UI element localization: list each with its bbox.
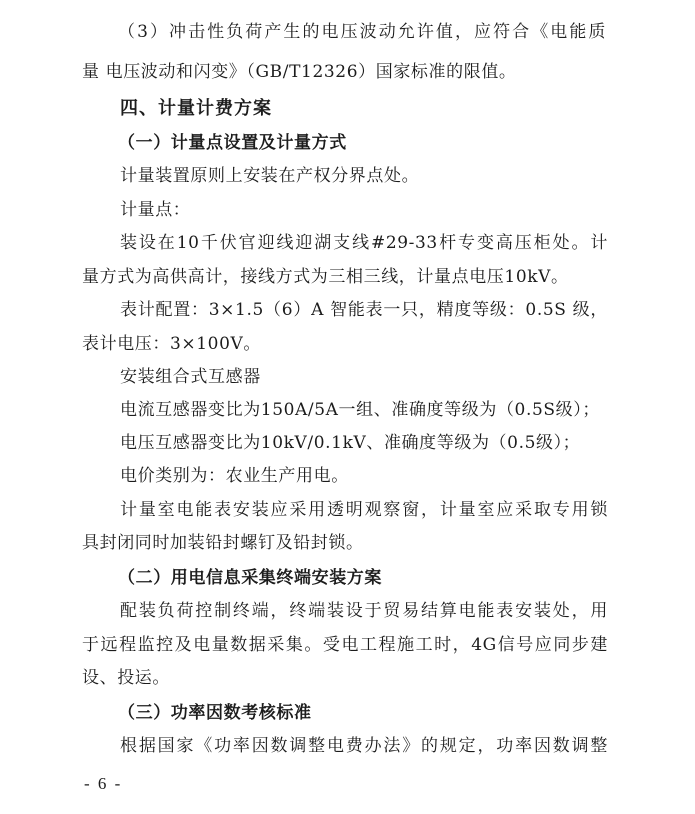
section-heading: 四、计量计费方案 [120,98,272,119]
paragraph-line: 于远程监控及电量数据采集。受电工程施工时，4G信号应同步建 [82,635,608,655]
paragraph-line: 配装负荷控制终端，终端装设于贸易结算电能表安装处，用 [120,601,608,621]
paragraph-line: 电价类别为：农业生产用电。 [120,466,349,486]
paragraph-line: 量方式为高供高计，接线方式为三相三线，计量点电压10kV。 [82,267,569,287]
page-number: - 6 - [84,774,123,793]
paragraph-line: （3）冲击性负荷产生的电压波动允许值，应符合《电能质 [118,22,606,42]
paragraph-line: 设、投运。 [82,668,170,688]
paragraph-line: 量 电压波动和闪变》（GB/T12326）国家标准的限值。 [82,62,517,82]
subsection-heading: （三）功率因数考核标准 [118,703,312,723]
paragraph-line: 根据国家《功率因数调整电费办法》的规定，功率因数调整 [120,736,608,756]
subsection-heading: （二）用电信息采集终端安装方案 [118,568,382,588]
paragraph-line: 表计电压：3×100V。 [82,334,261,354]
paragraph-line: 装设在10千伏官迎线迎湖支线#29-33杆专变高压柜处。计 [120,233,608,253]
paragraph-line: 安装组合式互感器 [120,367,261,387]
subsection-heading: （一）计量点设置及计量方式 [118,133,347,153]
paragraph-line: 计量装置原则上安装在产权分界点处。 [120,166,420,186]
paragraph-line: 表计配置：3×1.5（6）A 智能表一只，精度等级：0.5S 级， [120,300,608,320]
paragraph-line: 电压互感器变比为10kV/0.1kV、准确度等级为（0.5级）； [120,433,581,453]
paragraph-line: 具封闭同时加装铅封螺钉及铅封锁。 [82,533,364,553]
paragraph-line: 计量点： [120,200,191,220]
paragraph-line: 计量室电能表安装应采用透明观察窗，计量室应采取专用锁 [120,500,608,520]
paragraph-line: 电流互感器变比为150A/5A一组、准确度等级为（0.5S级）； [120,400,600,420]
